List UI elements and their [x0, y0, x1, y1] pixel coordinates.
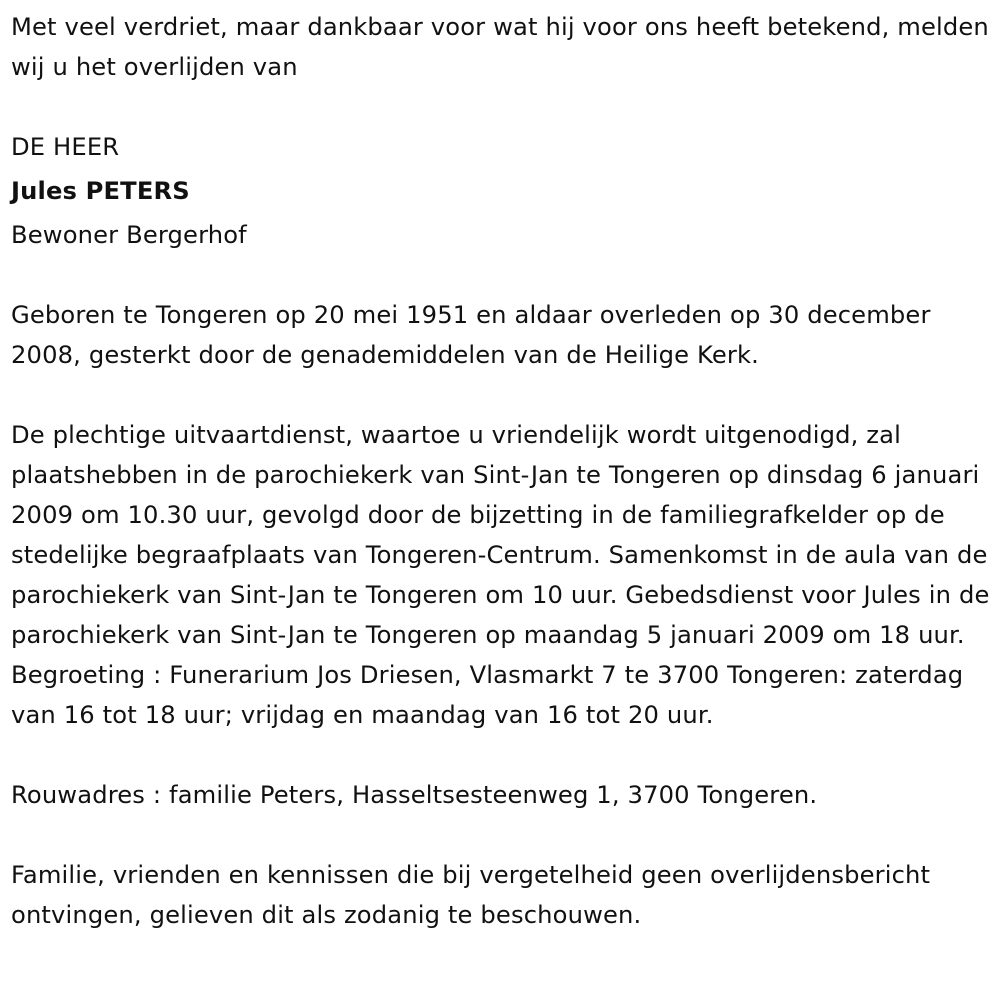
obituary-notice: [11, 7, 996, 935]
closing-paragraph: Familie, vrienden en kennissen die bij vergetelheid geen overlijdensbericht ontvingen, gelieven dit als zodanig te beschouwen.: [11, 861, 931, 929]
intro-paragraph: Met veel verdriet, maar dankbaar voor wat hij voor ons heeft betekend, melden wij u het overlijden van: [11, 13, 989, 81]
address-paragraph: Rouwadres : familie Peters, Hasseltsesteenweg 1, 3700 Tongeren.: [11, 781, 818, 809]
spacer: [11, 815, 996, 855]
spacer: [11, 87, 996, 127]
salutation: DE HEER: [11, 133, 120, 161]
residence-line: Bewoner Bergerhof: [11, 221, 247, 249]
spacer: [11, 375, 996, 415]
spacer: [11, 255, 996, 295]
service-paragraph: De plechtige uitvaartdienst, waartoe u vriendelijk wordt uitgenodigd, zal plaatshebben in de parochiekerk van Sint-Jan te Tongeren op dinsdag 6 januari 2009 om 10.30 uur, gevolgd door de bijzetting in de familiegrafkelder op de stedelijke begraafplaats van Tongeren-Centrum. Samenkomst in de aula van de parochiekerk van Sint-Jan te Tongeren om 10 uur. Gebedsdienst voor Jules in de parochiekerk van Sint-Jan te Tongeren op maandag 5 januari 2009 om 18 uur. Begroeting : Funerarium Jos Driesen, Vlasmarkt 7 te 3700 Tongeren: zaterdag van 16 tot 18 uur; vrijdag en maandag van 16 tot 20 uur.: [11, 421, 990, 729]
birth-death-paragraph: Geboren te Tongeren op 20 mei 1951 en aldaar overleden op 30 december 2008, gesterkt door de genademiddelen van de Heilige Kerk.: [11, 301, 931, 369]
deceased-name: Jules PETERS: [11, 177, 190, 205]
spacer: [11, 735, 996, 775]
